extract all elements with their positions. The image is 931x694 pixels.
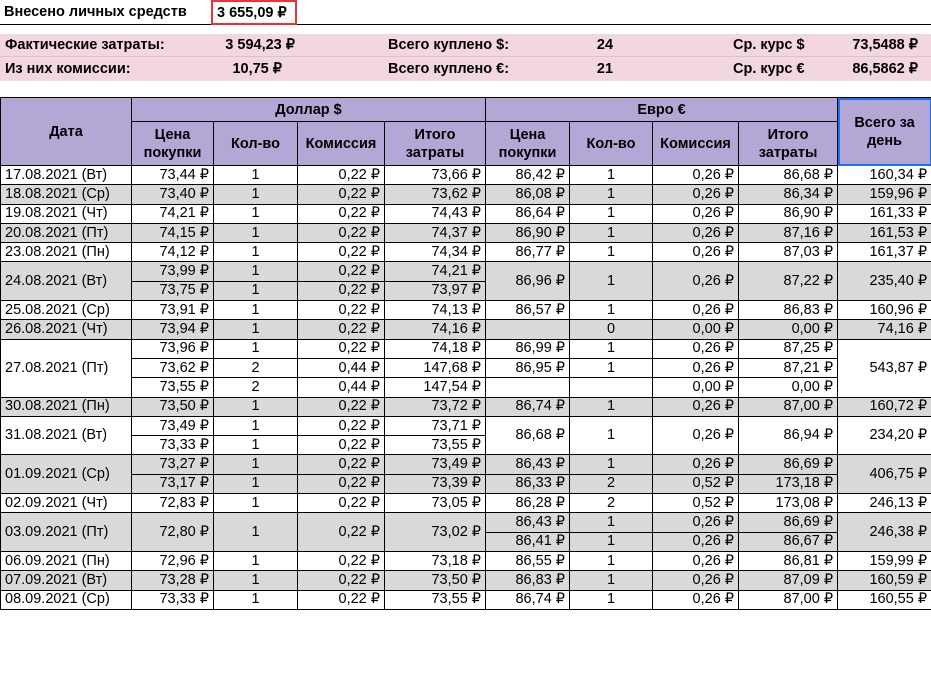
usd-commission-cell[interactable]: 0,44 ₽ — [298, 378, 385, 397]
usd-commission-cell[interactable]: 0,22 ₽ — [298, 301, 385, 320]
usd-qty-cell[interactable]: 1 — [214, 551, 298, 570]
eur-qty-cell[interactable]: 2 — [570, 494, 653, 513]
commissions-value[interactable]: 10,75 ₽ — [232, 61, 282, 77]
header-usd-qty[interactable]: Кол-во — [214, 122, 298, 166]
header-usd-commission[interactable]: Комиссия — [298, 122, 385, 166]
usd-qty-cell[interactable]: 2 — [214, 378, 298, 397]
eur-price-cell[interactable]: 86,83 ₽ — [486, 571, 570, 590]
eur-qty-cell[interactable]: 1 — [570, 551, 653, 570]
date-cell[interactable]: 06.09.2021 (Пн) — [1, 551, 132, 570]
eur-price-cell[interactable]: 86,08 ₽ — [486, 185, 570, 204]
eur-qty-cell[interactable]: 1 — [570, 532, 653, 551]
usd-commission-cell[interactable]: 0,22 ₽ — [298, 185, 385, 204]
eur-qty-cell[interactable]: 1 — [570, 339, 653, 358]
header-eur-price[interactable]: Цена покупки — [486, 122, 570, 166]
eur-qty-cell[interactable]: 1 — [570, 416, 653, 455]
summary-area — [0, 0, 931, 100]
header-eur-commission[interactable]: Комиссия — [653, 122, 739, 166]
day-total-cell[interactable]: 235,40 ₽ — [838, 262, 931, 301]
date-cell[interactable]: 30.08.2021 (Пн) — [1, 397, 132, 416]
date-cell[interactable]: 20.08.2021 (Пт) — [1, 223, 132, 242]
usd-total-cell[interactable]: 73,39 ₽ — [385, 474, 486, 493]
day-total-cell[interactable]: 234,20 ₽ — [838, 416, 931, 455]
eur-total-cell[interactable]: 86,34 ₽ — [739, 185, 838, 204]
usd-commission-cell[interactable]: 0,22 ₽ — [298, 320, 385, 339]
usd-price-cell[interactable]: 73,28 ₽ — [132, 571, 214, 590]
table-row — [1, 166, 931, 185]
usd-qty-cell[interactable]: 2 — [214, 358, 298, 377]
date-cell[interactable]: 07.09.2021 (Вт) — [1, 571, 132, 590]
eur-commission-cell[interactable]: 0,26 ₽ — [653, 571, 739, 590]
header-eur-qty[interactable]: Кол-во — [570, 122, 653, 166]
day-total-cell[interactable]: 160,72 ₽ — [838, 397, 931, 416]
usd-commission-cell[interactable]: 0,22 ₽ — [298, 223, 385, 242]
usd-price-cell[interactable]: 74,12 ₽ — [132, 243, 214, 262]
usd-total-cell[interactable]: 73,97 ₽ — [385, 281, 486, 300]
date-cell[interactable]: 08.09.2021 (Ср) — [1, 590, 132, 609]
eur-commission-cell[interactable]: 0,26 ₽ — [653, 358, 739, 377]
eur-commission-cell[interactable]: 0,26 ₽ — [653, 455, 739, 474]
table-body — [1, 166, 931, 610]
eur-qty-cell[interactable] — [570, 378, 653, 397]
usd-commission-cell[interactable]: 0,22 ₽ — [298, 339, 385, 358]
eur-price-cell[interactable]: 86,43 ₽ — [486, 513, 570, 532]
purchases-table — [0, 97, 931, 610]
usd-total-cell[interactable]: 73,49 ₽ — [385, 455, 486, 474]
date-cell[interactable]: 23.08.2021 (Пн) — [1, 243, 132, 262]
table-row — [1, 358, 931, 377]
eur-qty-cell[interactable]: 1 — [570, 358, 653, 377]
eur-commission-cell[interactable]: 0,26 ₽ — [653, 416, 739, 455]
eur-total-cell[interactable]: 86,69 ₽ — [739, 455, 838, 474]
usd-qty-cell[interactable]: 1 — [214, 166, 298, 185]
usd-price-cell[interactable]: 72,83 ₽ — [132, 494, 214, 513]
eur-total-cell[interactable]: 86,83 ₽ — [739, 301, 838, 320]
eur-total-cell[interactable]: 87,00 ₽ — [739, 590, 838, 609]
eur-commission-cell[interactable]: 0,26 ₽ — [653, 185, 739, 204]
eur-commission-cell[interactable]: 0,26 ₽ — [653, 513, 739, 532]
table-row — [1, 590, 931, 609]
usd-commission-cell[interactable]: 0,22 ₽ — [298, 243, 385, 262]
usd-commission-cell[interactable]: 0,22 ₽ — [298, 262, 385, 281]
usd-total-cell[interactable]: 74,13 ₽ — [385, 301, 486, 320]
day-total-cell[interactable]: 246,13 ₽ — [838, 494, 931, 513]
eur-total-cell[interactable]: 87,16 ₽ — [739, 223, 838, 242]
usd-qty-cell[interactable]: 1 — [214, 474, 298, 493]
eur-qty-cell[interactable]: 1 — [570, 166, 653, 185]
day-total-cell[interactable]: 246,38 ₽ — [838, 513, 931, 552]
day-total-cell[interactable]: 161,53 ₽ — [838, 223, 931, 242]
eur-commission-cell[interactable]: 0,26 ₽ — [653, 532, 739, 551]
usd-commission-cell[interactable]: 0,44 ₽ — [298, 358, 385, 377]
usd-total-cell[interactable]: 74,37 ₽ — [385, 223, 486, 242]
usd-total-cell[interactable]: 73,72 ₽ — [385, 397, 486, 416]
usd-commission-cell[interactable]: 0,22 ₽ — [298, 436, 385, 455]
usd-commission-cell[interactable]: 0,22 ₽ — [298, 513, 385, 552]
usd-price-cell[interactable]: 72,80 ₽ — [132, 513, 214, 552]
eur-total-cell[interactable]: 87,25 ₽ — [739, 339, 838, 358]
date-cell[interactable]: 26.08.2021 (Чт) — [1, 320, 132, 339]
summary-divider — [0, 56, 931, 57]
eur-qty-cell[interactable]: 1 — [570, 455, 653, 474]
usd-price-cell[interactable]: 72,96 ₽ — [132, 551, 214, 570]
header-usd-total[interactable]: Итого затраты — [385, 122, 486, 166]
usd-price-cell[interactable]: 74,21 ₽ — [132, 204, 214, 223]
invested-value[interactable]: 3 655,09 ₽ — [211, 0, 297, 25]
usd-price-cell[interactable]: 73,27 ₽ — [132, 455, 214, 474]
eur-total-cell[interactable]: 173,08 ₽ — [739, 494, 838, 513]
eur-total-cell[interactable]: 87,09 ₽ — [739, 571, 838, 590]
table-row — [1, 513, 931, 532]
usd-total-cell[interactable]: 73,71 ₽ — [385, 416, 486, 435]
usd-price-cell[interactable]: 73,50 ₽ — [132, 397, 214, 416]
usd-commission-cell[interactable]: 0,22 ₽ — [298, 474, 385, 493]
eur-commission-cell[interactable]: 0,26 ₽ — [653, 166, 739, 185]
eur-commission-cell[interactable]: 0,26 ₽ — [653, 551, 739, 570]
usd-qty-cell[interactable]: 1 — [214, 494, 298, 513]
eur-total-cell[interactable]: 0,00 ₽ — [739, 320, 838, 339]
eur-commission-cell[interactable]: 0,26 ₽ — [653, 204, 739, 223]
usd-price-cell[interactable]: 73,55 ₽ — [132, 378, 214, 397]
date-cell[interactable]: 17.08.2021 (Вт) — [1, 166, 132, 185]
eur-price-cell[interactable]: 86,33 ₽ — [486, 474, 570, 493]
usd-price-cell[interactable]: 73,99 ₽ — [132, 262, 214, 281]
eur-price-cell[interactable] — [486, 320, 570, 339]
usd-qty-cell[interactable]: 1 — [214, 513, 298, 552]
day-total-cell[interactable]: 406,75 ₽ — [838, 455, 931, 494]
eur-commission-cell[interactable]: 0,26 ₽ — [653, 262, 739, 301]
eur-price-cell[interactable]: 86,77 ₽ — [486, 243, 570, 262]
usd-qty-cell[interactable]: 1 — [214, 243, 298, 262]
usd-bought-value[interactable]: 24 — [596, 37, 614, 53]
eur-commission-cell[interactable]: 0,26 ₽ — [653, 339, 739, 358]
usd-commission-cell[interactable]: 0,22 ₽ — [298, 204, 385, 223]
date-cell[interactable]: 27.08.2021 (Пт) — [1, 339, 132, 397]
usd-qty-cell[interactable]: 1 — [214, 204, 298, 223]
day-total-cell[interactable]: 159,96 ₽ — [838, 185, 931, 204]
usd-total-cell[interactable]: 74,34 ₽ — [385, 243, 486, 262]
eur-price-cell[interactable]: 86,90 ₽ — [486, 223, 570, 242]
eur-qty-cell[interactable]: 1 — [570, 301, 653, 320]
usd-price-cell[interactable]: 73,49 ₽ — [132, 416, 214, 435]
usd-total-cell[interactable]: 73,62 ₽ — [385, 185, 486, 204]
usd-qty-cell[interactable]: 1 — [214, 397, 298, 416]
eur-rate-value[interactable]: 86,5862 ₽ — [852, 61, 918, 77]
eur-commission-cell[interactable]: 0,52 ₽ — [653, 474, 739, 493]
day-total-cell[interactable]: 160,34 ₽ — [838, 166, 931, 185]
eur-price-cell[interactable]: 86,43 ₽ — [486, 455, 570, 474]
usd-price-cell[interactable]: 73,33 ₽ — [132, 436, 214, 455]
eur-total-cell[interactable]: 87,21 ₽ — [739, 358, 838, 377]
date-cell[interactable]: 18.08.2021 (Ср) — [1, 185, 132, 204]
date-cell[interactable]: 02.09.2021 (Чт) — [1, 494, 132, 513]
eur-total-cell[interactable]: 87,03 ₽ — [739, 243, 838, 262]
invested-label: Внесено личных средств — [4, 4, 187, 20]
eur-total-cell[interactable]: 86,81 ₽ — [739, 551, 838, 570]
header-eur-total[interactable]: Итого затраты — [739, 122, 838, 166]
eur-price-cell[interactable]: 86,57 ₽ — [486, 301, 570, 320]
day-total-cell[interactable]: 160,55 ₽ — [838, 590, 931, 609]
table-row — [1, 474, 931, 493]
eur-qty-cell[interactable]: 1 — [570, 204, 653, 223]
header-eur-group[interactable]: Евро € — [486, 98, 838, 122]
eur-price-cell[interactable]: 86,95 ₽ — [486, 358, 570, 377]
usd-total-cell[interactable]: 74,16 ₽ — [385, 320, 486, 339]
eur-total-cell[interactable]: 86,94 ₽ — [739, 416, 838, 455]
usd-commission-cell[interactable]: 0,22 ₽ — [298, 397, 385, 416]
eur-price-cell[interactable]: 86,99 ₽ — [486, 339, 570, 358]
usd-qty-cell[interactable]: 1 — [214, 223, 298, 242]
eur-qty-cell[interactable]: 1 — [570, 513, 653, 532]
eur-total-cell[interactable]: 86,90 ₽ — [739, 204, 838, 223]
date-cell[interactable]: 01.09.2021 (Ср) — [1, 455, 132, 494]
usd-commission-cell[interactable]: 0,22 ₽ — [298, 551, 385, 570]
eur-qty-cell[interactable]: 1 — [570, 243, 653, 262]
usd-price-cell[interactable]: 74,15 ₽ — [132, 223, 214, 242]
actual-costs-label: Фактические затраты: — [5, 37, 165, 53]
date-cell[interactable]: 31.08.2021 (Вт) — [1, 416, 132, 455]
table-row — [1, 320, 931, 339]
eur-commission-cell[interactable]: 0,26 ₽ — [653, 301, 739, 320]
table-row — [1, 416, 931, 435]
usd-price-cell[interactable]: 73,17 ₽ — [132, 474, 214, 493]
usd-price-cell[interactable]: 73,75 ₽ — [132, 281, 214, 300]
date-cell[interactable]: 03.09.2021 (Пт) — [1, 513, 132, 552]
eur-qty-cell[interactable]: 1 — [570, 397, 653, 416]
eur-commission-cell[interactable]: 0,26 ₽ — [653, 397, 739, 416]
usd-price-cell[interactable]: 73,33 ₽ — [132, 590, 214, 609]
usd-total-cell[interactable]: 73,18 ₽ — [385, 551, 486, 570]
table-row — [1, 223, 931, 242]
eur-commission-cell[interactable]: 0,26 ₽ — [653, 590, 739, 609]
day-total-cell[interactable]: 161,37 ₽ — [838, 243, 931, 262]
usd-qty-cell[interactable]: 1 — [214, 301, 298, 320]
usd-qty-cell[interactable]: 1 — [214, 416, 298, 435]
usd-rate-label: Ср. курс $ — [733, 37, 805, 53]
usd-total-cell[interactable]: 73,66 ₽ — [385, 166, 486, 185]
actual-costs-value[interactable]: 3 594,23 ₽ — [225, 37, 295, 53]
eur-total-cell[interactable]: 86,69 ₽ — [739, 513, 838, 532]
eur-commission-cell[interactable]: 0,52 ₽ — [653, 494, 739, 513]
usd-price-cell[interactable]: 73,91 ₽ — [132, 301, 214, 320]
usd-qty-cell[interactable]: 1 — [214, 436, 298, 455]
usd-total-cell[interactable]: 74,18 ₽ — [385, 339, 486, 358]
day-total-cell[interactable]: 74,16 ₽ — [838, 320, 931, 339]
eur-price-cell[interactable]: 86,55 ₽ — [486, 551, 570, 570]
eur-qty-cell[interactable]: 1 — [570, 571, 653, 590]
commissions-label: Из них комиссии: — [5, 61, 131, 77]
usd-total-cell[interactable]: 147,68 ₽ — [385, 358, 486, 377]
usd-qty-cell[interactable]: 1 — [214, 339, 298, 358]
eur-qty-cell[interactable]: 2 — [570, 474, 653, 493]
day-total-cell[interactable]: 160,59 ₽ — [838, 571, 931, 590]
usd-qty-cell[interactable]: 1 — [214, 455, 298, 474]
table-row — [1, 378, 931, 397]
usd-total-cell[interactable]: 147,54 ₽ — [385, 378, 486, 397]
table-row — [1, 455, 931, 474]
table-row — [1, 185, 931, 204]
usd-qty-cell[interactable]: 1 — [214, 185, 298, 204]
eur-price-cell[interactable]: 86,68 ₽ — [486, 416, 570, 455]
table-row — [1, 204, 931, 223]
eur-qty-cell[interactable]: 0 — [570, 320, 653, 339]
summary-divider — [0, 80, 931, 81]
table-row — [1, 551, 931, 570]
usd-commission-cell[interactable]: 0,22 ₽ — [298, 416, 385, 435]
header-usd-price[interactable]: Цена покупки — [132, 122, 214, 166]
eur-qty-cell[interactable]: 1 — [570, 185, 653, 204]
usd-qty-cell[interactable]: 1 — [214, 320, 298, 339]
table-row — [1, 262, 931, 281]
eur-total-cell[interactable]: 87,22 ₽ — [739, 262, 838, 301]
header-usd-group[interactable]: Доллар $ — [132, 98, 486, 122]
eur-bought-label: Всего куплено €: — [388, 61, 510, 77]
eur-total-cell[interactable]: 86,67 ₽ — [739, 532, 838, 551]
eur-commission-cell[interactable]: 0,00 ₽ — [653, 320, 739, 339]
header-date[interactable]: Дата — [1, 98, 132, 166]
day-total-cell[interactable]: 543,87 ₽ — [838, 339, 931, 397]
eur-rate-label: Ср. курс € — [733, 61, 805, 77]
table-row — [1, 571, 931, 590]
eur-total-cell[interactable]: 86,68 ₽ — [739, 166, 838, 185]
date-cell[interactable]: 25.08.2021 (Ср) — [1, 301, 132, 320]
date-cell[interactable]: 24.08.2021 (Вт) — [1, 262, 132, 301]
header-total-day[interactable]: Всего за день — [838, 98, 931, 166]
usd-commission-cell[interactable]: 0,22 ₽ — [298, 455, 385, 474]
eur-price-cell[interactable]: 86,74 ₽ — [486, 590, 570, 609]
eur-qty-cell[interactable]: 1 — [570, 262, 653, 301]
usd-qty-cell[interactable]: 1 — [214, 571, 298, 590]
table-row — [1, 494, 931, 513]
usd-qty-cell[interactable]: 1 — [214, 590, 298, 609]
eur-total-cell[interactable]: 87,00 ₽ — [739, 397, 838, 416]
usd-total-cell[interactable]: 73,55 ₽ — [385, 436, 486, 455]
eur-price-cell[interactable]: 86,64 ₽ — [486, 204, 570, 223]
usd-bought-label: Всего куплено $: — [388, 37, 510, 53]
day-total-cell[interactable]: 160,96 ₽ — [838, 301, 931, 320]
usd-total-cell[interactable]: 73,05 ₽ — [385, 494, 486, 513]
usd-commission-cell[interactable]: 0,22 ₽ — [298, 494, 385, 513]
usd-price-cell[interactable]: 73,44 ₽ — [132, 166, 214, 185]
table-row — [1, 243, 931, 262]
eur-total-cell[interactable]: 0,00 ₽ — [739, 378, 838, 397]
usd-total-cell[interactable]: 73,55 ₽ — [385, 590, 486, 609]
usd-price-cell[interactable]: 73,94 ₽ — [132, 320, 214, 339]
usd-price-cell[interactable]: 73,62 ₽ — [132, 358, 214, 377]
usd-total-cell[interactable]: 74,21 ₽ — [385, 262, 486, 281]
usd-total-cell[interactable]: 73,50 ₽ — [385, 571, 486, 590]
table-row — [1, 301, 931, 320]
eur-bought-value[interactable]: 21 — [596, 61, 614, 77]
eur-total-cell[interactable]: 173,18 ₽ — [739, 474, 838, 493]
usd-commission-cell[interactable]: 0,22 ₽ — [298, 571, 385, 590]
eur-commission-cell[interactable]: 0,26 ₽ — [653, 243, 739, 262]
eur-qty-cell[interactable]: 1 — [570, 223, 653, 242]
usd-rate-value[interactable]: 73,5488 ₽ — [852, 37, 918, 53]
eur-qty-cell[interactable]: 1 — [570, 590, 653, 609]
eur-price-cell[interactable]: 86,74 ₽ — [486, 397, 570, 416]
usd-commission-cell[interactable]: 0,22 ₽ — [298, 590, 385, 609]
usd-price-cell[interactable]: 73,96 ₽ — [132, 339, 214, 358]
usd-price-cell[interactable]: 73,40 ₽ — [132, 185, 214, 204]
usd-qty-cell[interactable]: 1 — [214, 281, 298, 300]
usd-total-cell[interactable]: 74,43 ₽ — [385, 204, 486, 223]
date-cell[interactable]: 19.08.2021 (Чт) — [1, 204, 132, 223]
usd-commission-cell[interactable]: 0,22 ₽ — [298, 166, 385, 185]
usd-total-cell[interactable]: 73,02 ₽ — [385, 513, 486, 552]
eur-price-cell[interactable]: 86,28 ₽ — [486, 494, 570, 513]
eur-commission-cell[interactable]: 0,26 ₽ — [653, 223, 739, 242]
table-row — [1, 397, 931, 416]
usd-commission-cell[interactable]: 0,22 ₽ — [298, 281, 385, 300]
eur-price-cell[interactable]: 86,41 ₽ — [486, 532, 570, 551]
usd-qty-cell[interactable]: 1 — [214, 262, 298, 281]
day-total-cell[interactable]: 161,33 ₽ — [838, 204, 931, 223]
table-row — [1, 339, 931, 358]
eur-price-cell[interactable] — [486, 378, 570, 397]
eur-commission-cell[interactable]: 0,00 ₽ — [653, 378, 739, 397]
day-total-cell[interactable]: 159,99 ₽ — [838, 551, 931, 570]
eur-price-cell[interactable]: 86,42 ₽ — [486, 166, 570, 185]
eur-price-cell[interactable]: 86,96 ₽ — [486, 262, 570, 301]
